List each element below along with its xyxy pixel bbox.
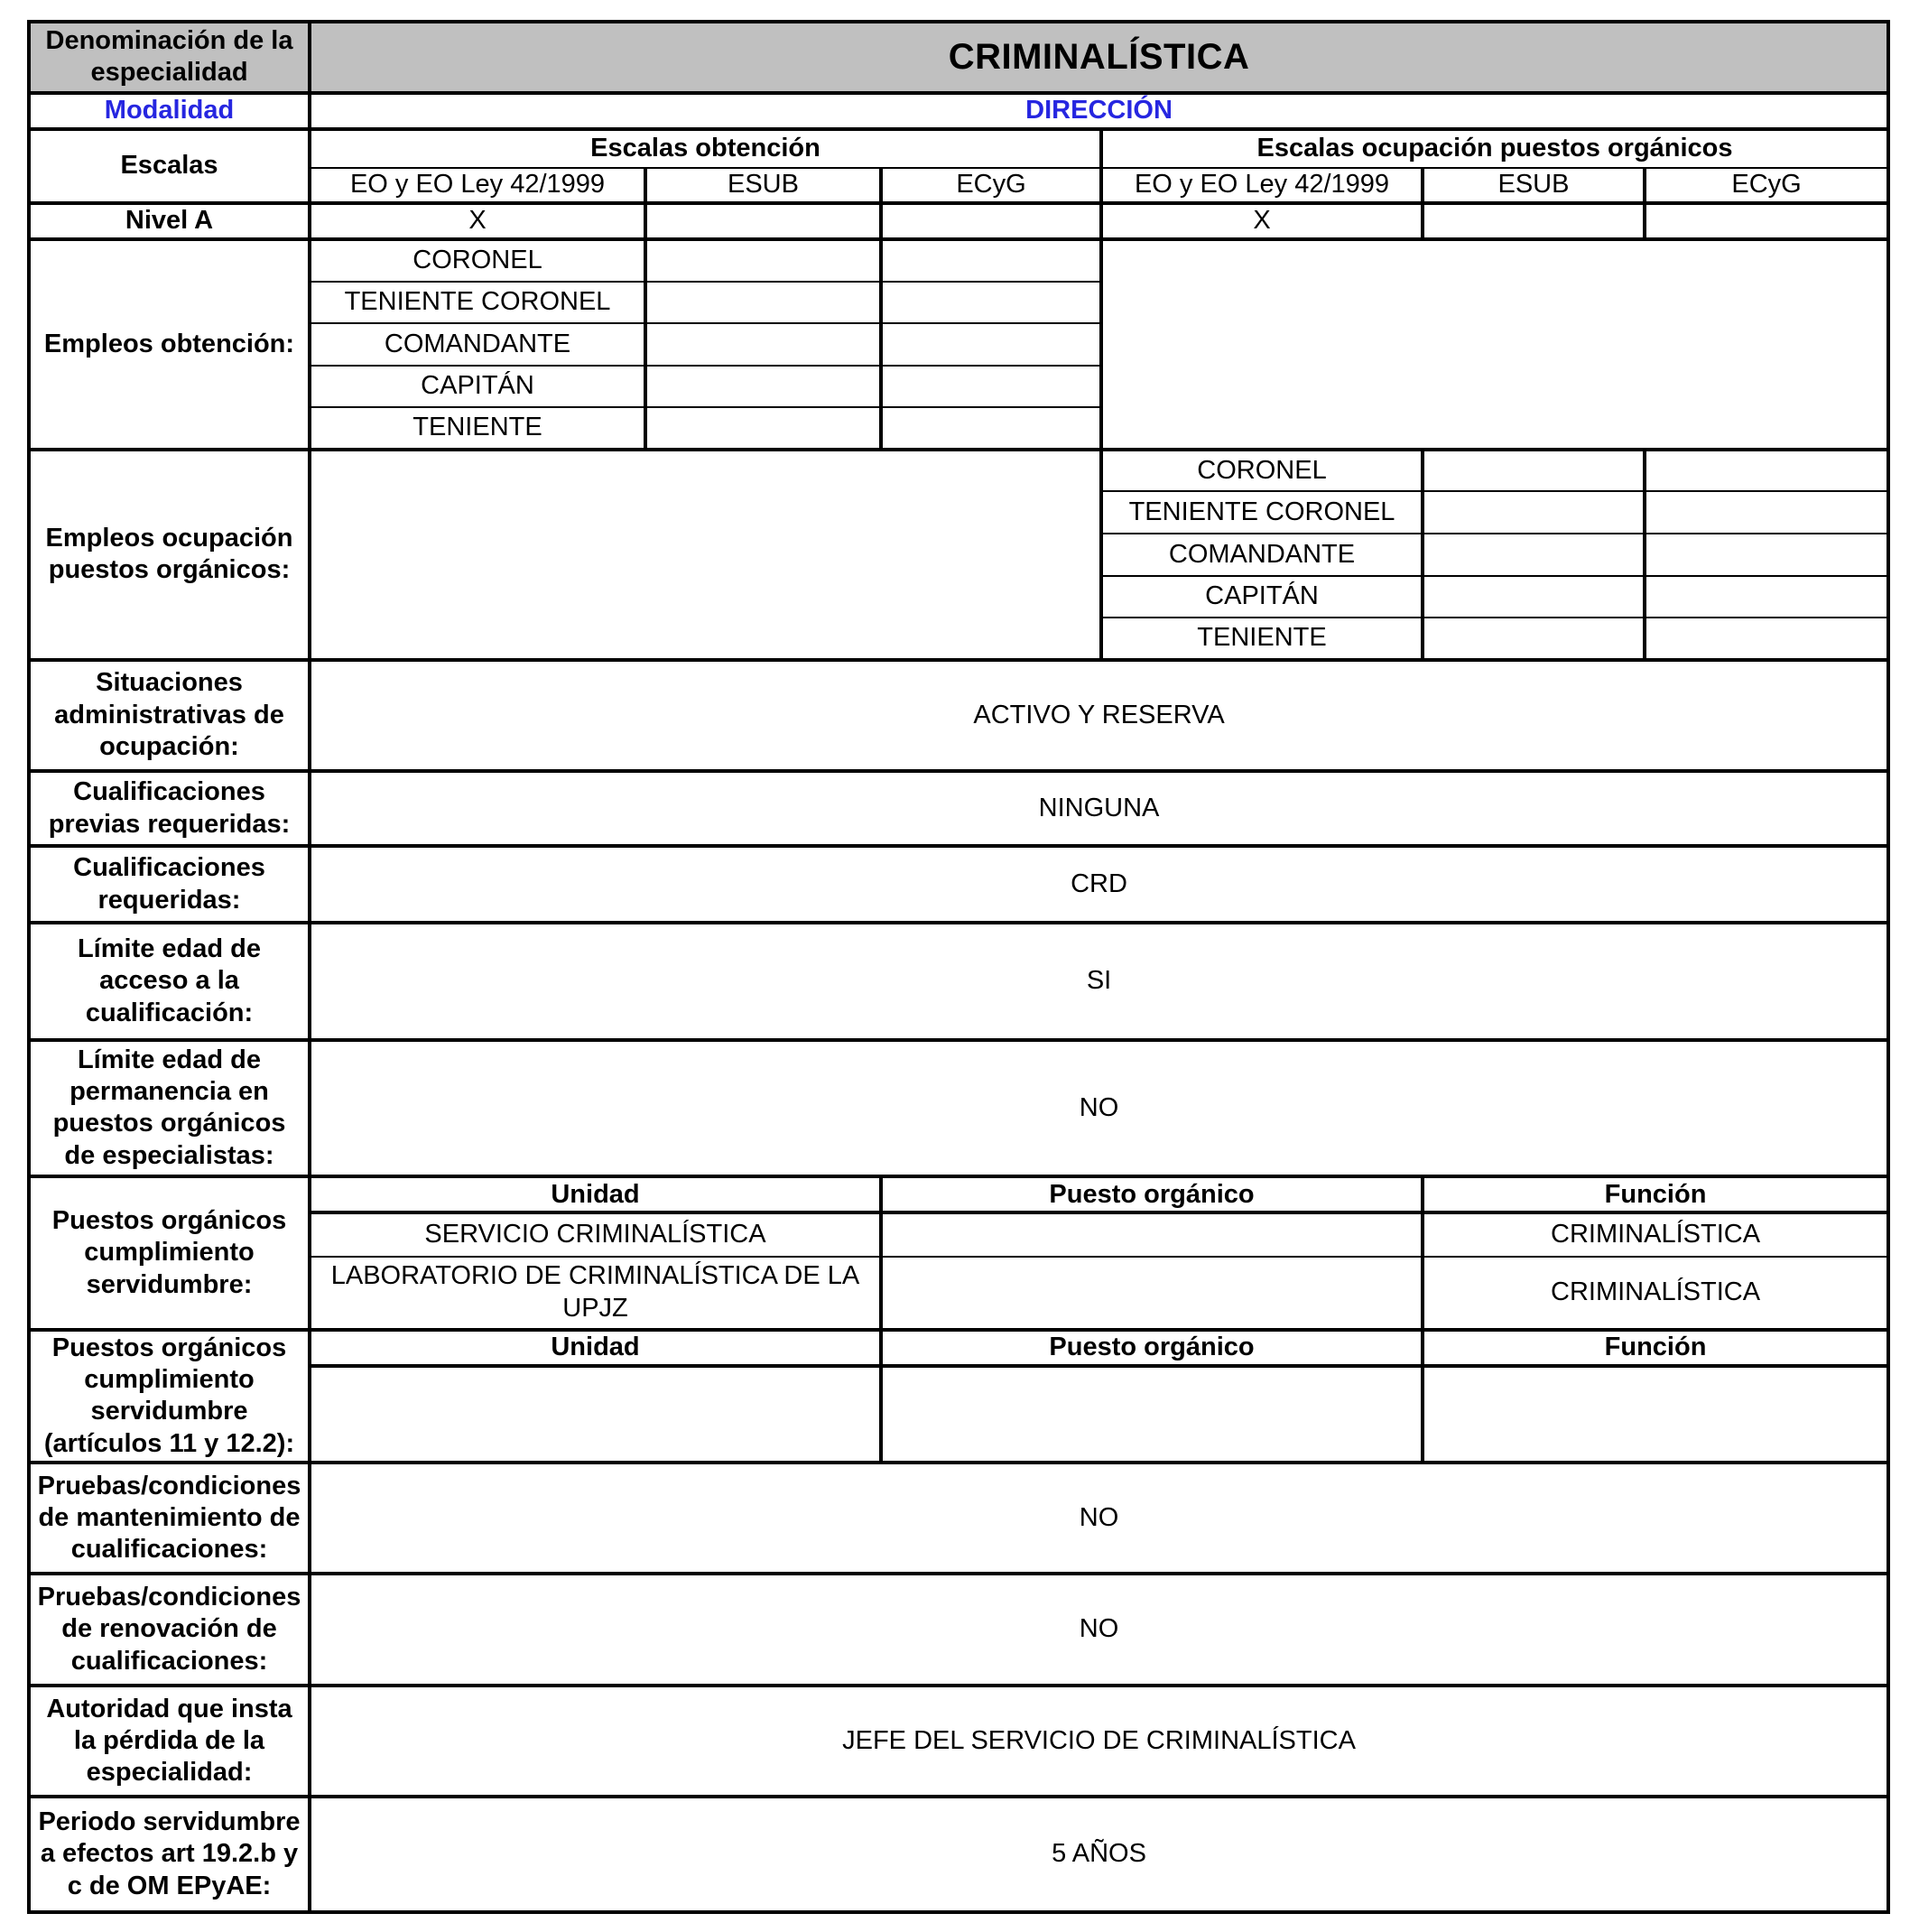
articulos-puesto-header: Puesto orgánico (881, 1330, 1423, 1366)
ocupacion-col-ecyg: ECyG (1645, 168, 1888, 203)
articulos-funcion (1423, 1366, 1888, 1463)
ocupacion-rank-esub (1423, 491, 1645, 534)
escalas-ocupacion-header: Escalas ocupación puestos orgánicos (1101, 129, 1888, 168)
obtencion-col-ecyg: ECyG (881, 168, 1101, 203)
modalidad-value: DIRECCIÓN (310, 93, 1888, 129)
specialty-table (27, 20, 1890, 1914)
situaciones-label: Situaciones administrativas de ocupación: (29, 660, 310, 771)
periodo-value: 5 AÑOS (310, 1797, 1888, 1912)
ocupacion-rank-ecyg (1645, 491, 1888, 534)
ocupacion-rank: TENIENTE CORONEL (1101, 491, 1423, 534)
servidumbre-funcion-header: Función (1423, 1176, 1888, 1212)
articulos-funcion-header: Función (1423, 1330, 1888, 1366)
modalidad-label: Modalidad (29, 93, 310, 129)
pruebas-renovacion-row (29, 1574, 1888, 1685)
ocupacion-col-esub: ESUB (1423, 168, 1645, 203)
denominacion-label: Denominación de la especialidad (29, 22, 310, 93)
obtencion-rank-esub (645, 366, 881, 408)
pruebas-mantenimiento-value: NO (310, 1463, 1888, 1574)
cualif-previas-label: Cualificaciones previas requeridas: (29, 771, 310, 846)
ocupacion-rank-ecyg (1645, 618, 1888, 660)
autoridad-row (29, 1686, 1888, 1797)
obtencion-col-eo: EO y EO Ley 42/1999 (310, 168, 645, 203)
escalas-label: Escalas (29, 129, 310, 202)
empleos-obtencion-row (29, 239, 1888, 282)
obtencion-rank-esub (645, 239, 881, 282)
nivel-ocupacion-esub (1423, 203, 1645, 239)
articulos-label: Puestos orgánicos cumplimiento servidumbre (artículos 11 y 12.2): (29, 1330, 310, 1463)
limite-permanencia-value: NO (310, 1040, 1888, 1177)
servidumbre-puesto (881, 1257, 1423, 1330)
empleos-ocupacion-empty (310, 450, 1101, 660)
nivel-ocupacion-eo: X (1101, 203, 1423, 239)
articulos-unidad-header: Unidad (310, 1330, 881, 1366)
obtencion-rank-ecyg (881, 282, 1101, 324)
autoridad-label: Autoridad que insta la pérdida de la especialidad: (29, 1686, 310, 1797)
servidumbre-unidad: LABORATORIO DE CRIMINALÍSTICA DE LA UPJZ (310, 1257, 881, 1330)
obtencion-col-esub: ESUB (645, 168, 881, 203)
limite-acceso-row (29, 923, 1888, 1040)
articulos-unidad (310, 1366, 881, 1463)
obtencion-rank: TENIENTE (310, 407, 645, 450)
obtencion-rank-ecyg (881, 407, 1101, 450)
nivel-obtencion-eo: X (310, 203, 645, 239)
ocupacion-rank-esub (1423, 576, 1645, 618)
servidumbre-label: Puestos orgánicos cumplimiento servidumbre: (29, 1176, 310, 1329)
pruebas-renovacion-label: Pruebas/condiciones de renovación de cualificaciones: (29, 1574, 310, 1685)
title-row (29, 22, 1888, 93)
limite-acceso-label: Límite edad de acceso a la cualificación: (29, 923, 310, 1040)
servidumbre-funcion: CRIMINALÍSTICA (1423, 1257, 1888, 1330)
nivel-obtencion-esub (645, 203, 881, 239)
escalas-obtencion-header: Escalas obtención (310, 129, 1101, 168)
pruebas-mantenimiento-label: Pruebas/condiciones de mantenimiento de cualificaciones: (29, 1463, 310, 1574)
obtencion-rank: TENIENTE CORONEL (310, 282, 645, 324)
nivel-ocupacion-ecyg (1645, 203, 1888, 239)
ocupacion-rank-esub (1423, 618, 1645, 660)
obtencion-rank-esub (645, 282, 881, 324)
ocupacion-rank-ecyg (1645, 450, 1888, 492)
servidumbre-header-row (29, 1176, 1888, 1212)
obtencion-rank-ecyg (881, 366, 1101, 408)
obtencion-rank-ecyg (881, 239, 1101, 282)
obtencion-rank: COMANDANTE (310, 323, 645, 366)
limite-acceso-value: SI (310, 923, 1888, 1040)
cualif-requeridas-value: CRD (310, 846, 1888, 923)
ocupacion-rank-ecyg (1645, 576, 1888, 618)
ocupacion-rank-esub (1423, 534, 1645, 576)
cualif-previas-row (29, 771, 1888, 846)
ocupacion-col-eo: EO y EO Ley 42/1999 (1101, 168, 1423, 203)
empleos-ocupacion-row (29, 450, 1888, 492)
ocupacion-rank: TENIENTE (1101, 618, 1423, 660)
modalidad-row (29, 93, 1888, 129)
periodo-label: Periodo servidumbre a efectos art 19.2.b y c de OM EPyAE: (29, 1797, 310, 1912)
nivel-row (29, 203, 1888, 239)
empleos-obtencion-empty (1101, 239, 1888, 450)
specialty-sheet (27, 20, 1887, 1914)
autoridad-value: JEFE DEL SERVICIO DE CRIMINALÍSTICA (310, 1686, 1888, 1797)
cualif-requeridas-row (29, 846, 1888, 923)
obtencion-rank: CORONEL (310, 239, 645, 282)
cualif-previas-value: NINGUNA (310, 771, 1888, 846)
nivel-obtencion-ecyg (881, 203, 1101, 239)
situaciones-row (29, 660, 1888, 771)
situaciones-value: ACTIVO Y RESERVA (310, 660, 1888, 771)
nivel-label: Nivel A (29, 203, 310, 239)
empleos-obtencion-label: Empleos obtención: (29, 239, 310, 450)
escalas-header-row (29, 129, 1888, 168)
articulos-header-row (29, 1330, 1888, 1366)
cualif-requeridas-label: Cualificaciones requeridas: (29, 846, 310, 923)
servidumbre-puesto-header: Puesto orgánico (881, 1176, 1423, 1212)
specialty-title: CRIMINALÍSTICA (310, 22, 1888, 93)
obtencion-rank-esub (645, 407, 881, 450)
ocupacion-rank: CAPITÁN (1101, 576, 1423, 618)
servidumbre-unidad-header: Unidad (310, 1176, 881, 1212)
ocupacion-rank-esub (1423, 450, 1645, 492)
servidumbre-funcion: CRIMINALÍSTICA (1423, 1212, 1888, 1257)
obtencion-rank: CAPITÁN (310, 366, 645, 408)
obtencion-rank-ecyg (881, 323, 1101, 366)
limite-permanencia-row (29, 1040, 1888, 1177)
ocupacion-rank-ecyg (1645, 534, 1888, 576)
limite-permanencia-label: Límite edad de permanencia en puestos orgánicos de especialistas: (29, 1040, 310, 1177)
servidumbre-puesto (881, 1212, 1423, 1257)
pruebas-renovacion-value: NO (310, 1574, 1888, 1685)
pruebas-mantenimiento-row (29, 1463, 1888, 1574)
servidumbre-unidad: SERVICIO CRIMINALÍSTICA (310, 1212, 881, 1257)
ocupacion-rank: CORONEL (1101, 450, 1423, 492)
obtencion-rank-esub (645, 323, 881, 366)
empleos-ocupacion-label: Empleos ocupación puestos orgánicos: (29, 450, 310, 660)
periodo-row (29, 1797, 1888, 1912)
ocupacion-rank: COMANDANTE (1101, 534, 1423, 576)
articulos-puesto (881, 1366, 1423, 1463)
